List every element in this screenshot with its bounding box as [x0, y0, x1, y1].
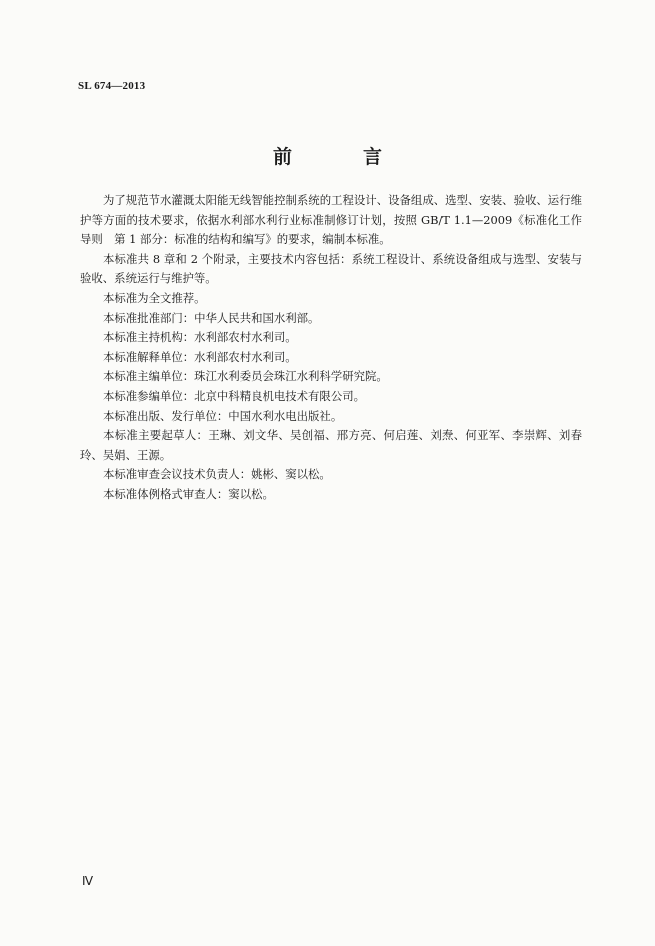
paragraph-purpose: 为了规范节水灌溉太阳能无线智能控制系统的工程设计、设备组成、选型、安装、验收、运行维护等方面的技术要求，依据水利部水利行业标准制修订计划，按照 GB/T 1.1—2009《标准化工作导则 第 1 部分：标准的结构和编写》的要求，编制本标准。 — [80, 193, 582, 247]
paragraph-review-lead: 本标准审查会议技术负责人：姚彬、窦以松。 — [103, 467, 331, 482]
paragraph-interpretation-unit: 本标准解释单位：水利部农村水利司。 — [103, 349, 297, 364]
paragraph-participating-unit: 本标准参编单位：北京中科精良机电技术有限公司。 — [103, 388, 365, 403]
page-title: 前 言 — [272, 146, 408, 168]
foreword-body — [80, 191, 582, 505]
paragraph-contents: 本标准共 8 章和 2 个附录，主要技术内容包括：系统工程设计、系统设备组成与选型、安装与验收、系统运行与维护等。 — [80, 251, 582, 286]
paragraph-recommendation: 本标准为全文推荐。 — [103, 290, 206, 305]
standard-code: SL 674—2013 — [78, 80, 146, 92]
paragraph-publisher: 本标准出版、发行单位：中国水利水电出版社。 — [103, 408, 343, 423]
paragraph-chief-editor-unit: 本标准主编单位：珠江水利委员会珠江水利科学研究院。 — [103, 369, 388, 384]
paragraph-approval-dept: 本标准批准部门：中华人民共和国水利部。 — [103, 310, 320, 325]
page-number: Ⅳ — [82, 874, 94, 888]
paragraph-hosting-org: 本标准主持机构：水利部农村水利司。 — [103, 330, 297, 345]
paragraph-drafters: 本标准主要起草人：王琳、刘文华、吴创福、邢方亮、何启莲、刘焘、何亚军、李崇辉、刘春玲、吴娟、王源。 — [80, 428, 582, 462]
paragraph-format-reviewer: 本标准体例格式审查人：窦以松。 — [103, 486, 274, 501]
